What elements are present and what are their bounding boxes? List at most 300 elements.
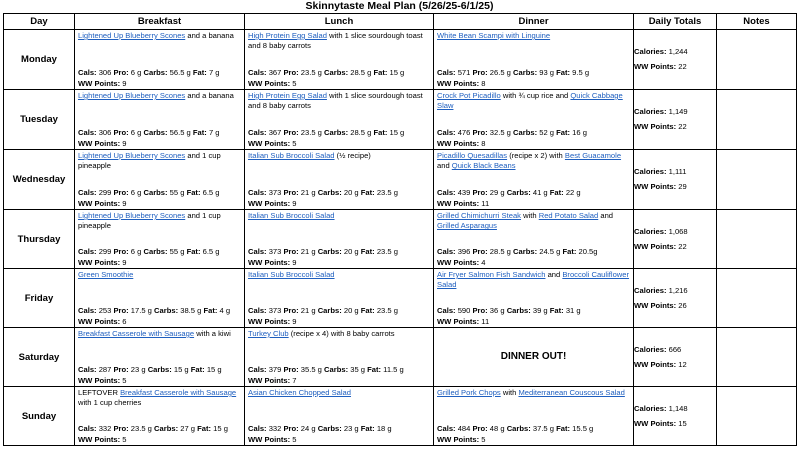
cals-value: 476 — [457, 128, 471, 138]
description-text: with — [500, 388, 519, 397]
recipe-link[interactable]: Turkey Club — [248, 329, 289, 338]
nutrition-stats — [437, 247, 631, 268]
cals-value: 484 — [457, 424, 471, 434]
description-text: with — [520, 211, 539, 220]
calories-value: 1,149 — [668, 107, 688, 116]
cals-value: 332 — [268, 424, 282, 434]
calories-value: 1,111 — [668, 167, 687, 176]
breakfast-description — [78, 270, 242, 280]
pro-label: Pro: — [472, 306, 490, 316]
carbs-value: 27 g — [180, 424, 195, 434]
carbs-value: 23 g — [343, 424, 359, 434]
pro-value: 23 g — [130, 365, 146, 375]
ww-points-line — [437, 258, 631, 268]
pro-value: 35.5 g — [300, 365, 322, 375]
recipe-link[interactable]: Italian Sub Broccoli Salad — [248, 270, 335, 279]
pro-label: Pro: — [283, 188, 301, 198]
recipe-link[interactable]: Breakfast Casserole with Sausage — [78, 329, 195, 338]
fat-value: 6.5 g — [202, 188, 220, 198]
notes-cell[interactable] — [717, 30, 797, 90]
macros-line — [78, 128, 242, 138]
breakfast-description — [78, 91, 242, 101]
calories-total — [634, 167, 716, 177]
macros-line — [78, 247, 242, 257]
ww-label: WW Points: — [78, 316, 123, 326]
nutrition-stats — [78, 247, 242, 268]
recipe-link[interactable]: Quick Black Beans — [451, 161, 516, 171]
recipe-link[interactable]: Best Guacamole — [564, 151, 622, 160]
description-text: and — [545, 270, 563, 279]
fat-value: 9.5 g — [572, 68, 590, 78]
cals-value: 379 — [268, 365, 282, 375]
macros-line — [437, 306, 631, 316]
carbs-label: Carbs: — [154, 424, 181, 434]
calories-label: Calories: — [634, 47, 669, 56]
carbs-value: 56.5 g — [169, 128, 191, 138]
lunch-cell — [245, 150, 434, 210]
header-dinner: Dinner — [434, 14, 634, 30]
header-breakfast: Breakfast — [75, 14, 245, 30]
pro-value: 21 g — [300, 188, 316, 198]
macros-line — [248, 306, 431, 316]
cals-label: Cals: — [78, 424, 99, 434]
ww-points-line — [78, 199, 242, 209]
fat-label: Fat: — [186, 247, 203, 257]
notes-cell[interactable] — [717, 269, 797, 328]
carbs-label: Carbs: — [506, 188, 533, 198]
cals-label: Cals: — [248, 68, 269, 78]
day-cell: Sunday — [4, 387, 75, 446]
daily-totals-cell — [634, 387, 717, 446]
lunch-cell — [245, 328, 434, 387]
cals-value: 439 — [457, 188, 471, 198]
carbs-value: 15 g — [173, 365, 189, 375]
recipe-link[interactable]: Air Fryer Salmon Fish Sandwich — [437, 270, 546, 279]
day-cell: Thursday — [4, 210, 75, 269]
carbs-label: Carbs: — [317, 247, 344, 257]
calories-label: Calories: — [634, 226, 669, 236]
ww-total-value: 12 — [678, 359, 687, 369]
cals-value: 373 — [268, 188, 282, 198]
pro-value: 6 g — [130, 128, 142, 138]
pro-label: Pro: — [283, 365, 301, 375]
ww-label: WW Points: — [248, 78, 293, 88]
calories-total — [634, 286, 716, 296]
dinner-description — [437, 270, 631, 291]
cals-label: Cals: — [437, 424, 458, 434]
ww-points-total — [634, 301, 716, 311]
recipe-link[interactable]: High Protein Egg Salad — [248, 31, 327, 40]
pro-label: Pro: — [113, 128, 131, 138]
ww-value: 9 — [292, 316, 297, 326]
fat-label: Fat: — [360, 247, 377, 257]
meal-plan-table — [3, 13, 797, 446]
fat-value: 7 g — [208, 128, 220, 138]
pro-value: 6 g — [130, 188, 142, 198]
recipe-link[interactable]: Grilled Asparagus — [437, 221, 497, 231]
pro-label: Pro: — [113, 365, 131, 375]
cals-value: 373 — [268, 247, 282, 257]
macros-line — [248, 247, 431, 257]
description-text: (recipe x 4) with 8 baby carrots — [288, 329, 395, 338]
cals-label: Cals: — [248, 247, 269, 257]
macros-line — [78, 188, 242, 198]
fat-label: Fat: — [192, 68, 209, 78]
carbs-value: 35 g — [350, 365, 365, 375]
ww-value: 6 — [122, 316, 127, 326]
table-row — [4, 210, 797, 269]
ww-label: WW Points: — [78, 138, 123, 148]
ww-label: WW Points: — [634, 418, 679, 428]
macros-line — [437, 247, 631, 257]
cals-value: 306 — [98, 128, 112, 138]
table-row — [4, 90, 797, 150]
notes-cell[interactable] — [717, 210, 797, 269]
recipe-link[interactable]: Grilled Pork Chops — [437, 388, 501, 397]
recipe-link[interactable]: Breakfast Casserole with Sausage — [120, 388, 237, 397]
description-text: with 1 slice sourdough toast and 8 baby carrots — [248, 91, 423, 111]
nutrition-stats — [248, 188, 431, 209]
recipe-link[interactable]: Italian Sub Broccoli Salad — [248, 211, 335, 220]
notes-cell[interactable] — [717, 328, 797, 387]
fat-value: 18 g — [376, 424, 392, 434]
cals-value: 299 — [98, 247, 112, 257]
carbs-label: Carbs: — [143, 128, 170, 138]
carbs-label: Carbs: — [506, 424, 533, 434]
fat-label: Fat: — [360, 188, 377, 198]
pro-value: 24 g — [300, 424, 316, 434]
calories-label: Calories: — [634, 107, 669, 116]
fat-value: 23.5 g — [376, 188, 398, 198]
table-row — [4, 387, 797, 446]
table-row — [4, 328, 797, 387]
description-text: and 1 cup pineapple — [78, 211, 221, 231]
daily-totals-cell — [634, 210, 717, 269]
ww-value: 11 — [481, 198, 490, 208]
fat-value: 15 g — [206, 365, 222, 375]
recipe-link[interactable]: High Protein Egg Salad — [248, 91, 327, 100]
calories-value: 1,068 — [668, 226, 688, 236]
header-lunch: Lunch — [245, 14, 434, 30]
fat-label: Fat: — [186, 188, 203, 198]
description-text: LEFTOVER — [78, 388, 121, 397]
macros-line — [248, 188, 431, 198]
ww-label: WW Points: — [248, 375, 293, 385]
ww-points-total — [634, 242, 716, 252]
pro-value: 23.5 g — [130, 424, 152, 434]
fat-value: 31 g — [565, 306, 581, 316]
ww-label: WW Points: — [78, 375, 123, 385]
fat-value: 15.5 g — [572, 424, 594, 434]
ww-total-value: 15 — [678, 418, 687, 428]
lunch-description — [248, 211, 431, 221]
ww-points-total — [634, 62, 716, 72]
recipe-link[interactable]: Picadillo Quesadillas — [437, 151, 508, 160]
macros-line — [248, 128, 431, 138]
ww-points-line — [437, 199, 631, 209]
day-cell: Monday — [4, 30, 75, 90]
cals-value: 373 — [268, 306, 282, 316]
recipe-link[interactable]: Red Potato Salad — [538, 211, 599, 220]
breakfast-cell — [75, 90, 245, 150]
calories-label: Calories: — [634, 344, 669, 354]
header-notes: Notes — [717, 14, 797, 30]
calories-value: 1,216 — [668, 285, 688, 295]
ww-total-value: 22 — [678, 62, 687, 71]
cals-label: Cals: — [78, 188, 99, 198]
calories-total — [634, 107, 716, 117]
pro-value: 48 g — [489, 424, 505, 434]
ww-value: 4 — [481, 257, 486, 267]
table-row — [4, 30, 797, 90]
fat-value: 15 g — [389, 68, 405, 78]
header-day: Day — [4, 14, 75, 30]
ww-label: WW Points: — [248, 316, 293, 326]
ww-value: 5 — [292, 138, 297, 148]
notes-cell[interactable] — [717, 90, 797, 150]
lunch-description — [248, 329, 431, 339]
ww-points-line — [437, 79, 631, 89]
recipe-link[interactable]: Broccoli Cauliflower Salad — [437, 270, 630, 290]
nutrition-stats — [437, 306, 631, 327]
cals-value: 332 — [98, 424, 112, 434]
recipe-link[interactable]: Lightened Up Blueberry Scones — [78, 211, 186, 220]
dinner-cell — [434, 30, 634, 90]
pro-value: 6 g — [130, 68, 142, 78]
ww-value: 7 — [292, 375, 297, 385]
nutrition-stats — [248, 247, 431, 268]
recipe-link[interactable]: Lightened Up Blueberry Scones — [78, 91, 186, 100]
carbs-value: 20 g — [343, 247, 359, 257]
meal-plan-body — [4, 30, 797, 446]
ww-points-line — [78, 317, 242, 327]
ww-points-total — [634, 182, 716, 192]
day-cell: Wednesday — [4, 150, 75, 210]
ww-value: 9 — [122, 257, 127, 267]
macros-line — [248, 365, 431, 375]
fat-label: Fat: — [373, 128, 390, 138]
lunch-description — [248, 388, 431, 398]
fat-label: Fat: — [556, 68, 573, 78]
notes-cell[interactable] — [717, 150, 797, 210]
fat-value: 11.5 g — [383, 365, 404, 375]
carbs-value: 55 g — [169, 247, 185, 257]
calories-value: 1,148 — [668, 403, 688, 413]
breakfast-description — [78, 31, 242, 41]
cals-value: 367 — [268, 128, 282, 138]
ww-value: 9 — [122, 78, 127, 88]
breakfast-description — [78, 211, 242, 232]
macros-line — [78, 424, 242, 434]
fat-label: Fat: — [562, 247, 579, 257]
fat-value: 15 g — [389, 128, 405, 138]
nutrition-stats — [248, 68, 431, 89]
pro-value: 23.5 g — [300, 128, 322, 138]
notes-cell[interactable] — [717, 387, 797, 446]
macros-line — [78, 306, 242, 316]
macros-line — [437, 424, 631, 434]
recipe-link[interactable]: Green Smoothie — [78, 270, 134, 279]
carbs-label: Carbs: — [147, 365, 174, 375]
lunch-cell — [245, 30, 434, 90]
nutrition-stats — [437, 188, 631, 209]
nutrition-stats — [78, 424, 242, 445]
lunch-description — [248, 270, 431, 280]
ww-label: WW Points: — [248, 198, 293, 208]
pro-label: Pro: — [113, 188, 131, 198]
pro-value: 29 g — [489, 188, 505, 198]
daily-totals-cell — [634, 150, 717, 210]
ww-points-line — [437, 317, 631, 327]
carbs-value: 20 g — [343, 188, 359, 198]
pro-value: 36 g — [489, 306, 505, 316]
lunch-description — [248, 91, 431, 112]
fat-label: Fat: — [367, 365, 384, 375]
dinner-cell — [434, 387, 634, 446]
ww-value: 9 — [122, 198, 127, 208]
pro-value: 23.5 g — [300, 68, 322, 78]
carbs-value: 37.5 g — [532, 424, 554, 434]
cals-label: Cals: — [78, 306, 99, 316]
pro-label: Pro: — [472, 68, 490, 78]
fat-label: Fat: — [556, 128, 573, 138]
cals-value: 367 — [268, 68, 282, 78]
fat-value: 15 g — [213, 424, 228, 434]
description-text: and a banana — [185, 31, 234, 40]
pro-value: 21 g — [300, 247, 316, 257]
description-text: with 1 cup cherries — [78, 398, 142, 408]
pro-label: Pro: — [113, 68, 131, 78]
cals-value: 306 — [98, 68, 112, 78]
fat-label: Fat: — [373, 68, 390, 78]
recipe-link[interactable]: Italian Sub Broccoli Salad — [248, 151, 335, 160]
breakfast-cell — [75, 387, 245, 446]
table-row — [4, 269, 797, 328]
fat-label: Fat: — [360, 424, 377, 434]
description-text: (½ recipe) — [334, 151, 371, 160]
cals-label: Cals: — [248, 365, 269, 375]
description-text: and a banana — [185, 91, 234, 100]
carbs-label: Carbs: — [317, 424, 344, 434]
day-cell: Tuesday — [4, 90, 75, 150]
nutrition-stats — [437, 128, 631, 149]
breakfast-description — [78, 329, 242, 339]
nutrition-stats — [248, 424, 431, 445]
dinner-description — [437, 388, 631, 398]
calories-total — [634, 345, 716, 355]
fat-label: Fat: — [203, 306, 220, 316]
carbs-label: Carbs: — [317, 188, 344, 198]
recipe-link[interactable]: Lightened Up Blueberry Scones — [78, 151, 186, 160]
pro-value: 32.5 g — [489, 128, 511, 138]
pro-value: 17.5 g — [130, 306, 152, 316]
nutrition-stats — [78, 188, 242, 209]
ww-total-value: 22 — [678, 241, 687, 251]
pro-label: Pro: — [113, 424, 131, 434]
carbs-label: Carbs: — [513, 247, 540, 257]
ww-label: WW Points: — [78, 257, 123, 267]
cals-label: Cals: — [437, 68, 458, 78]
recipe-link[interactable]: Asian Chicken Chopped Salad — [248, 388, 352, 397]
ww-value: 5 — [122, 375, 127, 385]
cals-value: 253 — [98, 306, 112, 316]
calories-total — [634, 404, 716, 414]
ww-points-line — [248, 376, 431, 386]
recipe-link[interactable]: Mediterranean Couscous Salad — [518, 388, 625, 397]
ww-points-total — [634, 419, 716, 429]
lunch-cell — [245, 387, 434, 446]
nutrition-stats — [78, 306, 242, 327]
pro-value: 26.5 g — [489, 68, 511, 78]
pro-label: Pro: — [113, 247, 131, 257]
breakfast-cell — [75, 30, 245, 90]
ww-value: 5 — [122, 434, 127, 444]
day-cell: Saturday — [4, 328, 75, 387]
dinner-cell — [434, 90, 634, 150]
fat-value: 22 g — [565, 188, 581, 198]
fat-label: Fat: — [549, 188, 566, 198]
fat-label: Fat: — [197, 424, 214, 434]
carbs-label: Carbs: — [324, 128, 351, 138]
ww-value: 5 — [481, 434, 486, 444]
ww-points-line — [78, 79, 242, 89]
ww-points-total — [634, 122, 716, 132]
recipe-link[interactable]: Grilled Chimichurri Steak — [437, 211, 521, 220]
macros-line — [437, 68, 631, 78]
recipe-link[interactable]: White Bean Scampi with Linguine — [437, 31, 551, 40]
macros-line — [248, 68, 431, 78]
pro-value: 28.5 g — [489, 247, 511, 257]
ww-label: WW Points: — [634, 62, 679, 71]
ww-total-value: 26 — [678, 300, 687, 310]
ww-total-value: 22 — [678, 122, 687, 131]
recipe-link[interactable]: Crock Pot Picadillo — [437, 91, 501, 100]
description-text: with a kiwi — [194, 329, 231, 338]
ww-points-line — [248, 199, 431, 209]
cals-label: Cals: — [437, 128, 458, 138]
fat-label: Fat: — [556, 424, 573, 434]
fat-value: 6.5 g — [202, 247, 220, 257]
cals-label: Cals: — [78, 128, 99, 138]
ww-value: 9 — [292, 198, 297, 208]
daily-totals-cell — [634, 269, 717, 328]
breakfast-cell — [75, 328, 245, 387]
lunch-description — [248, 31, 431, 52]
ww-total-value: 29 — [678, 182, 687, 191]
carbs-value: 38.5 g — [180, 306, 202, 316]
table-row — [4, 150, 797, 210]
cals-value: 590 — [457, 306, 471, 316]
recipe-link[interactable]: Quick Cabbage Slaw — [437, 91, 623, 111]
cals-label: Cals: — [437, 188, 458, 198]
cals-value: 571 — [457, 68, 471, 78]
ww-points-line — [78, 376, 242, 386]
ww-points-line — [437, 139, 631, 149]
dinner-cell — [434, 150, 634, 210]
recipe-link[interactable]: Lightened Up Blueberry Scones — [78, 31, 186, 40]
breakfast-description — [78, 151, 242, 172]
macros-line — [78, 365, 242, 375]
cals-value: 287 — [98, 365, 112, 375]
nutrition-stats — [248, 128, 431, 149]
ww-value: 5 — [292, 78, 297, 88]
ww-value: 5 — [292, 434, 297, 444]
carbs-label: Carbs: — [143, 247, 170, 257]
ww-value: 8 — [481, 138, 486, 148]
ww-points-line — [248, 139, 431, 149]
dinner-cell — [434, 328, 634, 387]
breakfast-cell — [75, 210, 245, 269]
